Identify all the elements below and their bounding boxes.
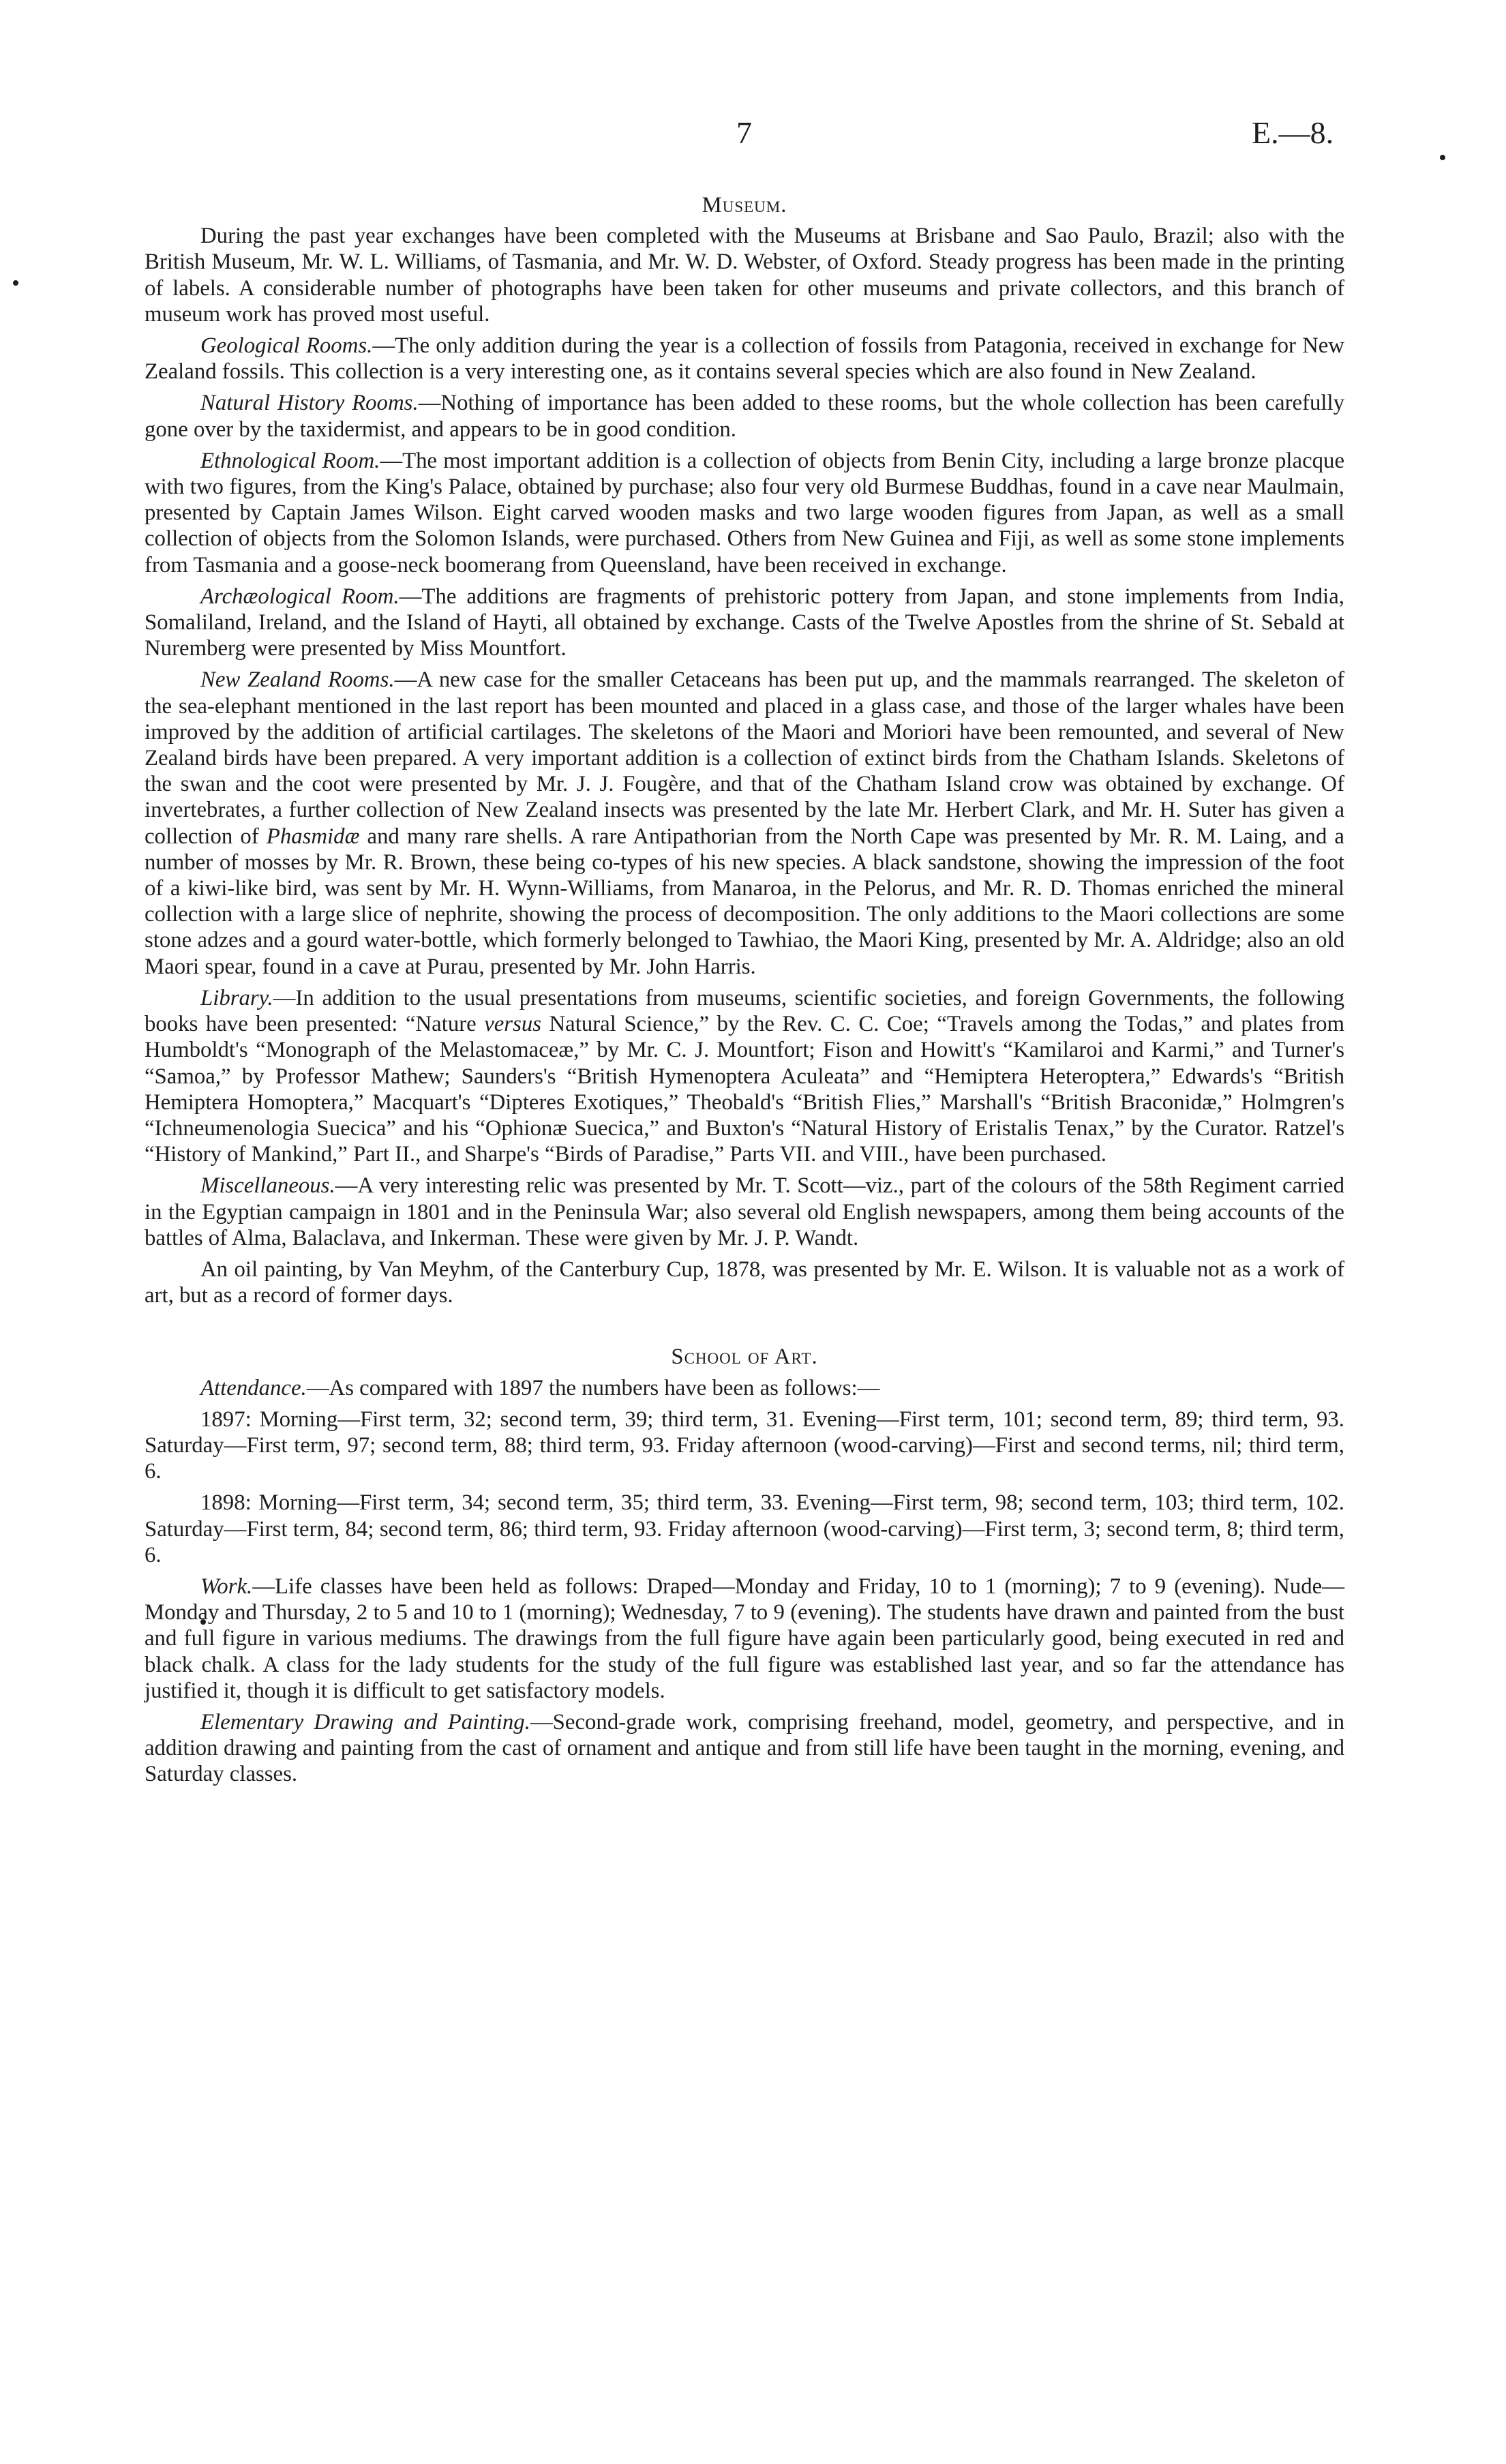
report-code: E.—8.: [1252, 115, 1334, 150]
attendance-title: Attendance.: [200, 1375, 307, 1400]
archaeological-room-paragraph: [145, 584, 1344, 662]
library-title: Library.: [200, 985, 273, 1010]
museum-heading: Museum.: [702, 193, 787, 217]
archaeological-room-title: Archæological Room.: [200, 584, 400, 609]
work-title: Work.: [200, 1574, 253, 1599]
archaeological-room-text: —The additions are fragments of prehistoric pottery from Japan, and stone implements from India, Somaliland, Ireland, and the Island of Hayti, all obtained by exchange. Casts of the Twelve Apostles from the shrine of St. Sebald at Nuremberg were presented by Miss Mountfort.: [145, 584, 1344, 661]
school-of-art-heading: School of Art.: [671, 1344, 818, 1370]
natural-history-text: —Nothing of importance has been added to these rooms, but the whole collection has been carefully gone over by the taxidermist, and appears to be in good condition.: [145, 391, 1344, 442]
attendance-paragraph: [145, 1375, 1344, 1401]
geological-rooms-title: Geological Rooms.: [200, 333, 373, 359]
miscellaneous-text: —A very interesting relic was presented by Mr. T. Scott—viz., part of the colours of the 58th Regiment carried in the Egyptian campaign in 1801 and in the Peninsula War; also several old English newspapers, among them being accounts of the battles of Alma, Balaclava, and Inkerman. These were given by Mr. J. P. Wandt.: [145, 1173, 1344, 1250]
geological-rooms-text: —The only addition during the year is a collection of fossils from Patagonia, received in exchange for New Zealand fossils. This collection is a very interesting one, as it contains several species which are also found in New Zealand.: [145, 333, 1344, 385]
new-zealand-rooms-paragraph: [145, 667, 1344, 979]
new-zealand-rooms-text-continued: and many rare shells. A rare Antipathorian from the North Cape was presented by Mr. R. M. Laing, and a number of mosses by Mr. R. Brown, these being co-types of his new species. A black sandstone, showing the impression of the foot of a kiwi-like bird, was sent by Mr. H. Wynn-Williams, from Manaroa, in the Pelorus, and Mr. R. D. Thomas enriched the mineral collection with a large slice of nephrite, showing the process of decomposition. The only additions to the Maori collections are some stone adzes and a gourd water-bottle, which formerly belonged to Tawhiao, the Maori King, presented by Mr. A. Aldridge; also an old Maori spear, found in a cave at Purau, presented by Mr. John Harris.: [145, 824, 1344, 979]
work-text: —Life classes have been held as follows: Draped—Monday and Friday, 10 to 1 (morning); 7 to 9 (evening). Nude—Monday and Thursday, 2 to 5 and 10 to 1 (morning); Wednesday, 7 to 9 (evening). The students have drawn and painted from the bust and full figure in various mediums. The drawings from the full figure have again been particularly good, being executed in red and black chalk. A class for the lady students for the study of the full figure was established last year, and so far the attendance has justified it, though it is difficult to get satisfactory models.: [145, 1574, 1344, 1703]
ethnological-room-text: —The most important addition is a collection of objects from Benin City, including a large bronze placque with two figures, from the King's Palace, obtained by purchase; also four very old Burmese Buddhas, found in a cave near Maulmain, presented by Captain James Wilson. Eight carved wooden masks and two large wooden figures from Japan, as well as a small collection of objects from the Solomon Islands, were purchased. Others from New Guinea and Fiji, as well as some stone implements from Tasmania and a goose-neck boomerang from Queensland, have been received in exchange.: [145, 448, 1344, 577]
library-text-continued: Natural Science,” by the Rev. C. C. Coe; “Travels among the Todas,” and plates from Humboldt's “Monograph of the Melastomaceæ,” by Mr. C. J. Mountfort; Fison and Howitt's “Kamilaroi and Karmi,” and Turner's “Samoa,” by Professor Mathew; Saunders's “British Hymenoptera Aculeata” and “Hemiptera Heteroptera,” Edwards's “British Hemiptera Homoptera,” Macquart's “Dipteres Exotiques,” Theobald's “British Flies,” Marshall's “British Braconidæ,” Holmgren's “Ichneumenologia Suecica” and his “Ophionæ Suecica,” and Buxton's “Natural History of Eristalis Tenax,” by the Curator. Ratzel's “History of Mankind,” Part II., and Sharpe's “Birds of Paradise,” Parts VII. and VIII., have been purchased.: [145, 1012, 1344, 1167]
new-zealand-rooms-title: New Zealand Rooms.: [200, 667, 395, 693]
oil-painting-paragraph: An oil painting, by Van Meyhm, of the Canterbury Cup, 1878, was presented by Mr. E. Wilson. It is valuable not as a work of art, but as a record of former days.: [145, 1257, 1344, 1308]
museum-intro: During the past year exchanges have been completed with the Museums at Brisbane and Sao Paulo, Brazil; also with the British Museum, Mr. W. L. Williams, of Tasmania, and Mr. W. D. Webster, of Oxford. Steady progress has been made in the printing of labels. A considerable number of photographs have been taken for other museums and private collectors, and this branch of museum work has proved most useful.: [145, 224, 1344, 327]
body-text: [145, 192, 1344, 1793]
elementary-drawing-title: Elementary Drawing and Painting.: [200, 1709, 530, 1734]
ethnological-room-title: Ethnological Room.: [200, 448, 380, 473]
new-zealand-rooms-text: —A new case for the smaller Cetaceans has been put up, and the mammals rearranged. The skeleton of the sea-elephant mentioned in the last report has been mounted and placed in a glass case, and those of the larger whales have been improved by the addition of artificial cartilages. The skeletons of the Maori and Moriori have been remounted, and several of New Zealand birds have been prepared. A very important addition is a collection of extinct birds from the Chatham Islands. Skeletons of the swan and the coot were presented by Mr. J. J. Fougère, and that of the Chatham Island crow was obtained by exchange. Of invertebrates, a further collection of New Zealand insects was presented by the late Mr. Herbert Clark, and Mr. H. Suter has given a collection of: [145, 667, 1344, 849]
elementary-drawing-text: —Second-grade work, comprising freehand, model, geometry, and perspective, and in addition drawing and painting from the cast of ornament and antique and from still life have been taught in the morning, evening, and Saturday classes.: [145, 1709, 1344, 1787]
ethnological-room-paragraph: [145, 448, 1344, 578]
attendance-text: —As compared with 1897 the numbers have been as follows:—: [306, 1375, 880, 1400]
natural-history-paragraph: [145, 390, 1344, 442]
elementary-drawing-paragraph: [145, 1709, 1344, 1788]
versus-term: versus: [484, 1012, 541, 1037]
print-speck: [13, 280, 18, 286]
phasmidae-term: Phasmidæ: [266, 824, 360, 849]
library-paragraph: [145, 985, 1344, 1167]
geological-rooms-paragraph: [145, 333, 1344, 385]
page-number: 7: [736, 115, 752, 150]
attendance-1897: 1897: Morning—First term, 32; second term, 39; third term, 31. Evening—First term, 101; second term, 89; third term, 93. Saturday—First term, 97; second term, 88; third term, 93. Friday afternoon (wood-carving)—First and second terms, nil; third term, 6.: [145, 1407, 1344, 1484]
miscellaneous-title: Miscellaneous.: [200, 1173, 335, 1199]
print-speck: [1440, 155, 1445, 160]
work-paragraph: [145, 1574, 1344, 1704]
natural-history-title: Natural History Rooms.: [200, 391, 419, 416]
library-text: —In addition to the usual presentations from museums, scientific societies, and foreign Governments, the following books have been presented: “Nature: [145, 985, 1344, 1037]
attendance-1898: 1898: Morning—First term, 34; second term, 35; third term, 33. Evening—First term, 98; second term, 103; third term, 102. Saturday—First term, 84; second term, 86; third term, 93. Friday afternoon (wood-carving)—First term, 3; second term, 8; third term, 6.: [145, 1490, 1344, 1567]
miscellaneous-paragraph: [145, 1173, 1344, 1251]
